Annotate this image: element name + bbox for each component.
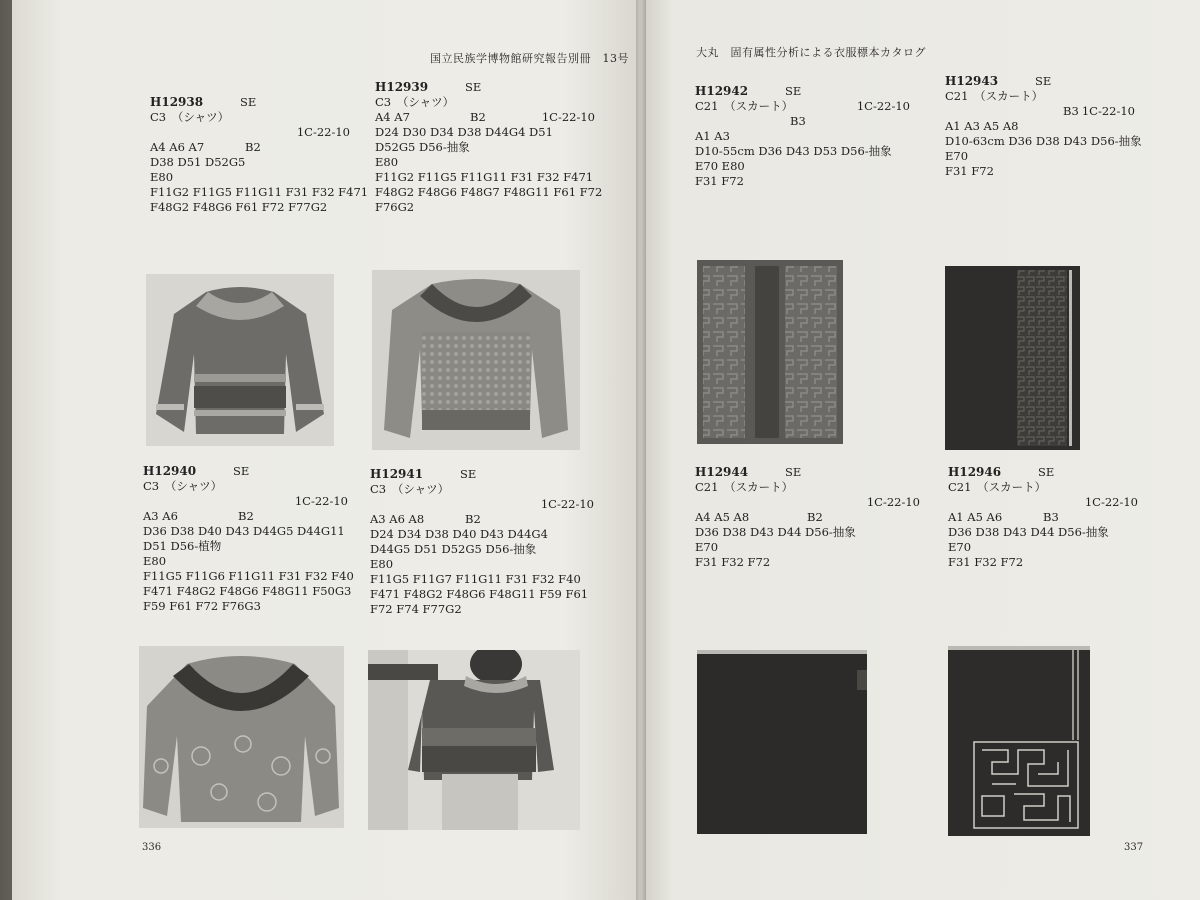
attribute-line: F31 F32 F72 (695, 555, 771, 569)
storage-location: 1C-22-10 (294, 494, 348, 508)
attribute-line: A3 A6 (143, 509, 178, 523)
catalog-entry (695, 84, 910, 189)
specimen-photo (697, 650, 867, 834)
b-code: B2 (238, 509, 254, 523)
attribute-line: D36 D38 D40 D43 D44G5 D44G11 (143, 524, 345, 538)
b-code: B3 (790, 114, 806, 128)
attribute-line: D51 D56-植物 (143, 539, 222, 553)
specimen-photo (945, 266, 1080, 450)
attribute-line: D36 D38 D43 D44 D56-抽象 (695, 525, 856, 539)
attribute-line: A1 A5 A6 (948, 510, 1003, 524)
book-gutter (636, 0, 646, 900)
category-label: C21 （スカート） (695, 99, 794, 113)
running-header-left: 国立民族学博物館研究報告別冊 13号 (430, 52, 629, 65)
storage-location: 1C-22-10 (540, 497, 594, 511)
specimen-id: H12942 (695, 84, 749, 98)
attribute-line: D44G5 D51 D52G5 D56-抽象 (370, 542, 537, 556)
attribute-line: F11G5 F11G7 F11G11 F31 F32 F40 (370, 572, 581, 586)
page-number-right: 337 (1124, 842, 1144, 853)
attribute-line: D52G5 D56-抽象 (375, 140, 470, 154)
specimen-id: H12941 (370, 467, 424, 481)
se-label: SE (1038, 465, 1055, 479)
se-label: SE (240, 95, 257, 109)
se-label: SE (460, 467, 477, 481)
se-label: SE (785, 84, 802, 98)
attribute-line: E80 (375, 155, 399, 169)
se-label: SE (465, 80, 482, 94)
catalog-entry (695, 465, 920, 570)
specimen-id: H12944 (695, 465, 749, 479)
attribute-line: D24 D30 D34 D38 D44G4 D51 (375, 125, 553, 139)
attribute-line: F72 F74 F77G2 (370, 602, 462, 616)
specimen-photo (697, 260, 843, 444)
catalog-entry (150, 95, 369, 215)
attribute-line: F31 F72 (695, 174, 744, 188)
category-label: C3 （シャツ） (150, 110, 230, 124)
attribute-line: E70 E80 (695, 159, 745, 173)
attribute-line: D10-63cm D36 D38 D43 D56-抽象 (945, 134, 1142, 148)
storage-location: 1C-22-10 (1081, 104, 1135, 118)
attribute-line: A4 A6 A7 (150, 140, 205, 154)
specimen-photo (368, 650, 580, 830)
attribute-line: E70 (695, 540, 719, 554)
attribute-line: D36 D38 D43 D44 D56-抽象 (948, 525, 1109, 539)
storage-location: 1C-22-10 (866, 495, 920, 509)
specimen-id: H12939 (375, 80, 429, 94)
catalog-entry (945, 74, 1142, 179)
category-label: C3 （シャツ） (375, 95, 455, 109)
storage-location: 1C-22-10 (296, 125, 350, 139)
attribute-line: A1 A3 (695, 129, 730, 143)
b-code: B2 (245, 140, 261, 154)
attribute-line: D38 D51 D52G5 (150, 155, 246, 169)
category-label: C21 （スカート） (948, 480, 1047, 494)
attribute-line: F31 F32 F72 (948, 555, 1024, 569)
attribute-line: A1 A3 A5 A8 (945, 119, 1019, 133)
category-label: C3 （シャツ） (143, 479, 223, 493)
page-number-left: 336 (142, 842, 162, 853)
storage-location: 1C-22-10 (856, 99, 910, 113)
storage-location: 1C-22-10 (1084, 495, 1138, 509)
attribute-line: E80 (150, 170, 174, 184)
attribute-line: F11G5 F11G6 F11G11 F31 F32 F40 (143, 569, 354, 583)
attribute-line: F31 F72 (945, 164, 994, 178)
attribute-line: A4 A5 A8 (695, 510, 750, 524)
catalog-entry (143, 464, 354, 614)
specimen-id: H12943 (945, 74, 999, 88)
specimen-id: H12940 (143, 464, 197, 478)
catalog-entry (375, 80, 603, 215)
b-code: B3 (1043, 510, 1059, 524)
running-header-right: 大丸 固有属性分析による衣服標本カタログ (696, 46, 926, 59)
b-code: B3 (1063, 104, 1079, 118)
attribute-line: F59 F61 F72 F76G3 (143, 599, 261, 613)
attribute-line: F48G2 F48G6 F48G7 F48G11 F61 F72 (375, 185, 603, 199)
b-code: B2 (465, 512, 481, 526)
specimen-photo (948, 646, 1090, 836)
specimen-photo (372, 270, 580, 450)
attribute-line: D10-55cm D36 D43 D53 D56-抽象 (695, 144, 892, 158)
category-label: C21 （スカート） (945, 89, 1044, 103)
attribute-line: F11G2 F11G5 F11G11 F31 F32 F471 (375, 170, 594, 184)
catalog-entry (948, 465, 1138, 570)
catalog-entry (370, 467, 594, 617)
specimen-photo (146, 274, 334, 446)
attribute-line: E70 (948, 540, 972, 554)
b-code: B2 (470, 110, 486, 124)
category-label: C3 （シャツ） (370, 482, 450, 496)
specimen-id: H12938 (150, 95, 204, 109)
attribute-line: E80 (370, 557, 394, 571)
category-label: C21 （スカート） (695, 480, 794, 494)
attribute-line: E80 (143, 554, 167, 568)
specimen-id: H12946 (948, 465, 1002, 479)
b-code: B2 (807, 510, 823, 524)
specimen-photo (139, 646, 344, 828)
se-label: SE (233, 464, 250, 478)
attribute-line: F471 F48G2 F48G6 F48G11 F59 F61 (370, 587, 589, 601)
attribute-line: F48G2 F48G6 F61 F72 F77G2 (150, 200, 328, 214)
attribute-line: F471 F48G2 F48G6 F48G11 F50G3 (143, 584, 352, 598)
se-label: SE (785, 465, 802, 479)
attribute-line: D24 D34 D38 D40 D43 D44G4 (370, 527, 548, 541)
se-label: SE (1035, 74, 1052, 88)
attribute-line: A4 A7 (375, 110, 410, 124)
attribute-line: A3 A6 A8 (370, 512, 425, 526)
attribute-line: F76G2 (375, 200, 415, 214)
attribute-line: F11G2 F11G5 F11G11 F31 F32 F471 (150, 185, 369, 199)
attribute-line: E70 (945, 149, 969, 163)
storage-location: 1C-22-10 (541, 110, 595, 124)
